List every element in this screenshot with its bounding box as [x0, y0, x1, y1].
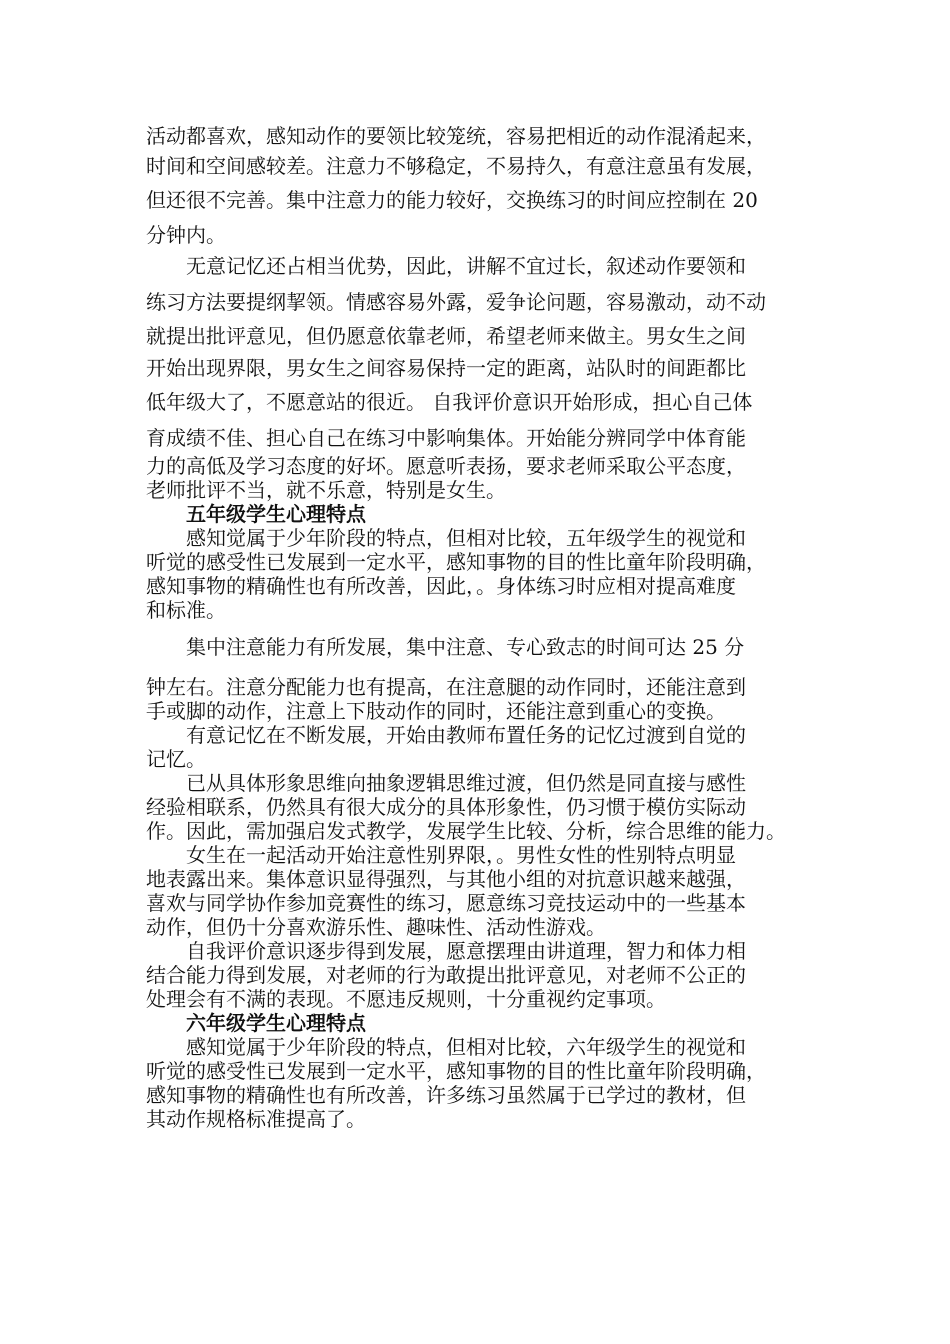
text-line: 育成绩不佳、担心自己在练习中影响集体。开始能分辨同学中体育能: [146, 426, 746, 450]
text-line: 已从具体形象思维向抽象逻辑思维过渡，但仍然是同直接与感性: [146, 771, 746, 795]
section-heading: 六年级学生心理特点: [146, 1011, 366, 1035]
text-line: 老师批评不当，就不乐意，特别是女生。: [146, 478, 506, 502]
text-line: 感知事物的精确性也有所改善，许多练习虽然属于已学过的教材，但: [146, 1083, 746, 1107]
text-line: 低年级大了，不愿意站的很近。 自我评价意识开始形成，担心自己体: [146, 390, 753, 414]
text-line: 但还很不完善。集中注意力的能力较好，交换练习的时间应控制在 20: [146, 188, 758, 212]
text-line: 经验相联系，仍然具有很大成分的具体形象性，仍习惯于模仿实际动: [146, 795, 746, 819]
text-line: 分钟内。: [146, 223, 226, 247]
text-line: 无意记忆还占相当优势，因此，讲解不宜过长，叙述动作要领和: [146, 254, 746, 278]
text-line: 开始出现界限，男女生之间容易保持一定的距离，站队时的间距都比: [146, 356, 746, 380]
text-line: 就提出批评意见，但仍愿意依靠老师，希望老师来做主。男女生之间: [146, 324, 746, 348]
text-line: 自我评价意识逐步得到发展，愿意摆理由讲道理，智力和体力相: [146, 939, 746, 963]
text-line: 手或脚的动作，注意上下肢动作的同时，还能注意到重心的变换。: [146, 699, 726, 723]
text-line: 动作，但仍十分喜欢游乐性、趣味性、活动性游戏。: [146, 915, 606, 939]
section-heading: 五年级学生心理特点: [146, 502, 366, 526]
text-line: 地表露出来。集体意识显得强烈，与其他小组的对抗意识越来越强，: [146, 867, 746, 891]
text-line: 有意记忆在不断发展，开始由教师布置任务的记忆过渡到自觉的: [146, 723, 746, 747]
text-line: 活动都喜欢，感知动作的要领比较笼统，容易把相近的动作混淆起来，: [146, 124, 766, 148]
text-line: 感知觉属于少年阶段的特点，但相对比较，六年级学生的视觉和: [146, 1035, 746, 1059]
text-line: 结合能力得到发展，对老师的行为敢提出批评意见，对老师不公正的: [146, 963, 746, 987]
text-line: 记忆。: [146, 747, 206, 771]
text-line: 感知觉属于少年阶段的特点，但相对比较，五年级学生的视觉和: [146, 526, 746, 550]
text-line: 感知事物的精确性也有所改善，因此，。身体练习时应相对提高难度: [146, 574, 736, 598]
text-line: 集中注意能力有所发展，集中注意、专心致志的时间可达 25 分: [146, 635, 745, 659]
text-line: 时间和空间感较差。注意力不够稳定，不易持久，有意注意虽有发展，: [146, 154, 766, 178]
text-line: 和标准。: [146, 598, 226, 622]
text-line: 力的高低及学习态度的好坏。愿意听表扬，要求老师采取公平态度，: [146, 454, 746, 478]
text-line: 女生在一起活动开始注意性别界限，。男性女性的性别特点明显: [146, 843, 736, 867]
text-line: 处理会有不满的表现。不愿违反规则，十分重视约定事项。: [146, 987, 666, 1011]
text-line: 听觉的感受性已发展到一定水平，感知事物的目的性比童年阶段明确，: [146, 550, 766, 574]
text-line: 练习方法要提纲挈领。情感容易外露，爱争论问题，容易激动，动不动: [146, 290, 766, 314]
text-line: 作。因此，需加强启发式教学，发展学生比较、分析，综合思维的能力。: [146, 819, 786, 843]
text-line: 喜欢与同学协作参加竞赛性的练习，愿意练习竞技运动中的一些基本: [146, 891, 746, 915]
text-line: 听觉的感受性已发展到一定水平，感知事物的目的性比童年阶段明确，: [146, 1059, 766, 1083]
text-line: 其动作规格标准提高了。: [146, 1107, 366, 1131]
text-line: 钟左右。注意分配能力也有提高，在注意腿的动作同时，还能注意到: [146, 675, 746, 699]
